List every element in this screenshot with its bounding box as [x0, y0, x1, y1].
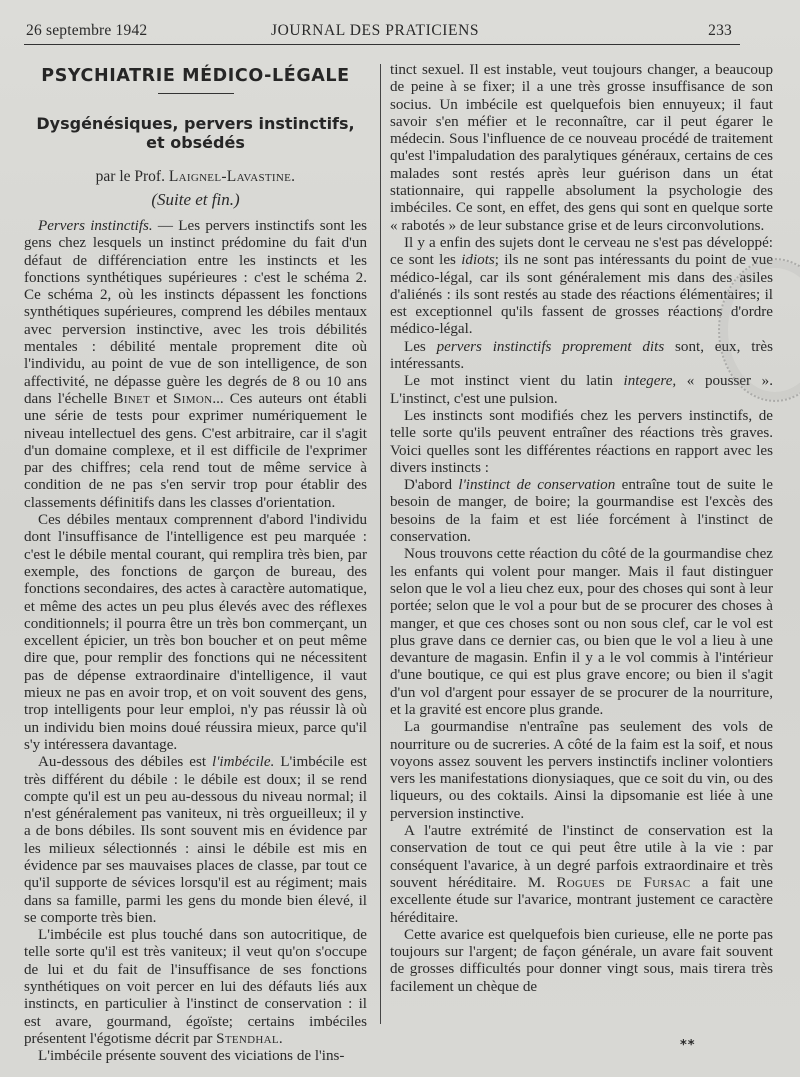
emphasis: l'imbécile. — [212, 754, 275, 771]
paragraph: La gourmandise n'entraîne pas seulement des vols de nourriture ou de sucreries. A côté de la faim est la soif, et nous voyons assez souvent les pervers instinctifs incliner volontiers vers les manifestations dionysiaques, que ce soit du vin, ou des liqueurs, ou des coktails. Ainsi la dipsomanie est liée à une perversion instinctive. — [390, 719, 773, 822]
paragraph: Pervers instinctifs. — Les pervers instinctifs sont les gens chez lesquels un instinct prédomine du fait d'un défaut de différenciation entre les instincts et les fonctions synthétiques supérieures : c'est le schéma 2. Ce schéma 2, où les instincts dépassent les fonctions synthétiques supérieures, comprend les débiles mentaux avec perversion instinctive, avec les trois débilités mentales : débilité mentale proprement dite où l'individu, au point de vue de son intelligence, de son affectivité, ne dépasse guère les degrés de 8 ou 10 ans dans l'échelle Binet et Simon... Ces auteurs ont établi une série de tests pour exprimer numériquement le niveau intellectuel des gens. C'est arbitraire, car il s'agit d'un domaine complexe, et il est difficile de l'exprimer par des chiffres; cela rend tout de même service à condition de ne pas s'en servir trop pour établir des classements définitifs dans les classes d'orientation. — [24, 218, 367, 511]
paragraph: Le mot instinct vient du latin integere, « pousser ». L'instinct, c'est une pulsion. — [390, 373, 773, 407]
article-title — [24, 114, 367, 152]
right-column — [390, 62, 773, 996]
header-rule — [24, 44, 740, 45]
emphasis: integere, — [623, 373, 677, 390]
article-title-block — [24, 62, 367, 210]
paragraph: Ces débiles mentaux comprennent d'abord l'individu dont l'insuffisance de l'intelligence est peu marquée : c'est le débile mental courant, qui remplira très bien, par exemple, des fonctions de garçon de bureau, des fonctions secondaires, des actes à caractère automatique, et même des actes un peu plus élevés avec des réflexes conditionnels; il pourra être un très bon commerçant, un excellent épicier, un très bon boucher et on peut même dire que, pour remplir des fonctions qui ne nécessitent pas de dépense extraordinaire d'intelligence, il vaut mieux ne pas en avoir trop, et on voit souvent des gens, trop intelligents pour leur emploi, n'y pas réussir là où un individu bien moins doué réussira mieux, parce qu'il s'y intéressera davantage. — [24, 512, 367, 753]
signature-mark: ** — [680, 1038, 696, 1053]
running-head — [26, 18, 738, 44]
title-rule — [158, 93, 234, 94]
author-ref: Rogues de Fursac — [556, 874, 691, 891]
continued-note: (Suite et fin.) — [151, 190, 240, 209]
paragraph: Il y a enfin des sujets dont le cerveau ne s'est pas développé: ce sont les idiots; ils ne sont pas intéressants du point de vue médico-légal, car ils sont généralement mis dans des asiles d'aliénés : ils sont restés au stade des réactions élémentaires; il est exceptionnel qu'ils fassent de grosses réactions d'ordre médico-légal. — [390, 234, 773, 338]
issue-date: 26 septembre 1942 — [26, 22, 148, 39]
article-title-line-2: et obsédés — [146, 133, 245, 152]
byline-prefix: par le Prof. — [95, 168, 169, 185]
author-ref: Binet — [113, 390, 151, 407]
column-rule — [380, 64, 381, 1024]
section-title: PSYCHIATRIE MÉDICO-LÉGALE — [41, 66, 350, 86]
paragraph: L'imbécile est plus touché dans son autocritique, de telle sorte qu'il est très vaniteux; il veut qu'on s'occupe de lui et du fait de l'insuffisance de ses fonctions synthétiques on voit percer en lui des défauts liés aux instincts, en particulier à l'instinct de conservation : il est avare, gourmand, égoïste; certains imbéciles présentent l'égotisme décrit par Stendhal. — [24, 927, 367, 1047]
paragraph: D'abord l'instinct de conservation entraîne tout de suite le besoin de manger, de boire; la gourmandise est l'excès des besoins de la faim et est liée forcément à l'instinct de conservation. — [390, 477, 773, 546]
article-title-line-1: Dysgénésiques, pervers instinctifs, — [36, 114, 355, 133]
paragraph: Les pervers instinctifs proprement dits sont, eux, très intéressants. — [390, 338, 773, 373]
author-name: Laignel-Lavastine. — [168, 168, 296, 185]
author-ref: Simon — [173, 390, 213, 407]
paragraph: Les instincts sont modifiés chez les pervers instinctifs, de telle sorte qu'ils peuvent entraîner des réactions très graves. Voici quelles sont les différentes réactions en rapport avec les divers instincts : — [390, 407, 773, 476]
emphasis: l'instinct de conservation — [458, 477, 616, 494]
paragraph: tinct sexuel. Il est instable, veut toujours changer, a beaucoup de peine à se fixer; il a une très grosse insuffisance de son socius. Un imbécile est quelquefois bien ennuyeux; il faut savoir s'en méfier et le reconnaître, car il peut égarer le médecin. Sous l'influence de ce nouveau procédé de traitement qu'est l'impaludation des paralytiques généraux, certains de ces malades sont restés après leur guérison dans un état stationnaire, qui rappelle absolument la psychologie des imbéciles. Ce sont, en effet, des gens qui sont en quelque sorte « rabotés » de leur substance grise et de leurs circonvolutions. — [390, 62, 773, 234]
left-column — [24, 218, 367, 1066]
journal-title: JOURNAL DES PRATICIENS — [271, 22, 480, 39]
emphasis: pervers instinctifs proprement dits — [436, 338, 665, 355]
author-ref: Stendhal. — [216, 1030, 283, 1047]
paragraph: L'imbécile présente souvent des viciations de l'ins- — [38, 1048, 345, 1065]
paragraph: A l'autre extrémité de l'instinct de conservation est la conservation de tout ce qui peut être utile à la vie : par conséquent l'avarice, à un degré parfois extraordinaire et très souvent héréditaire. M. Rogues de Fursac a fait une excellente étude sur l'avarice, montrant justement ce caractère héréditaire. — [390, 823, 773, 926]
paragraph: Au-dessous des débiles est l'imbécile. L'imbécile est très différent du débile : le débile est doux; il se rend compte qu'il est un peu au-dessous du niveau normal; il n'est généralement pas vaniteux, ni très orgueilleux; il y a de bons débiles. Ils sont souvent mis en évidence par les milieux sélectionnés : ainsi le débile est mis en évidence par ses mauvaises places de classe, par tout ce qu'il supporte de sévices lorsqu'il est au régiment; mais dans sa famille, parmi les gens du monde bien élevé, il se comporte très bien. — [24, 754, 367, 926]
paragraph: Cette avarice est quelquefois bien curieuse, elle ne porte pas toujours sur l'argent; de façon générale, un avare fait souvent de grosses difficultés pour donner vingt sous, mais tirera très facilement un chèque de — [390, 926, 773, 995]
page-number: 233 — [708, 22, 732, 39]
paragraph-lead: Pervers instinctifs. — [38, 218, 153, 234]
emphasis: idiots — [461, 252, 495, 269]
paragraph: Nous trouvons cette réaction du côté de la gourmandise chez les enfants qui volent pour manger. Mais il faut distinguer selon que le vol a lieu chez eux, pour des choses qui sont à leur portée; selon que le vol a pour but de se procurer des choses à manger, et que ces choses sont ou non sous clef, car le vol est plus grave dans ce dernier cas, ou bien que le vol a lieu à une devanture de magasin. Enfin il y a le vol commis à l'intérieur d'une boutique, ce qui est plus grave encore; ou bien il s'agit d'un vol d'argent pour essayer de se procurer de la nourriture, et la gravité est encore plus grande. — [390, 546, 773, 718]
byline — [24, 168, 367, 186]
